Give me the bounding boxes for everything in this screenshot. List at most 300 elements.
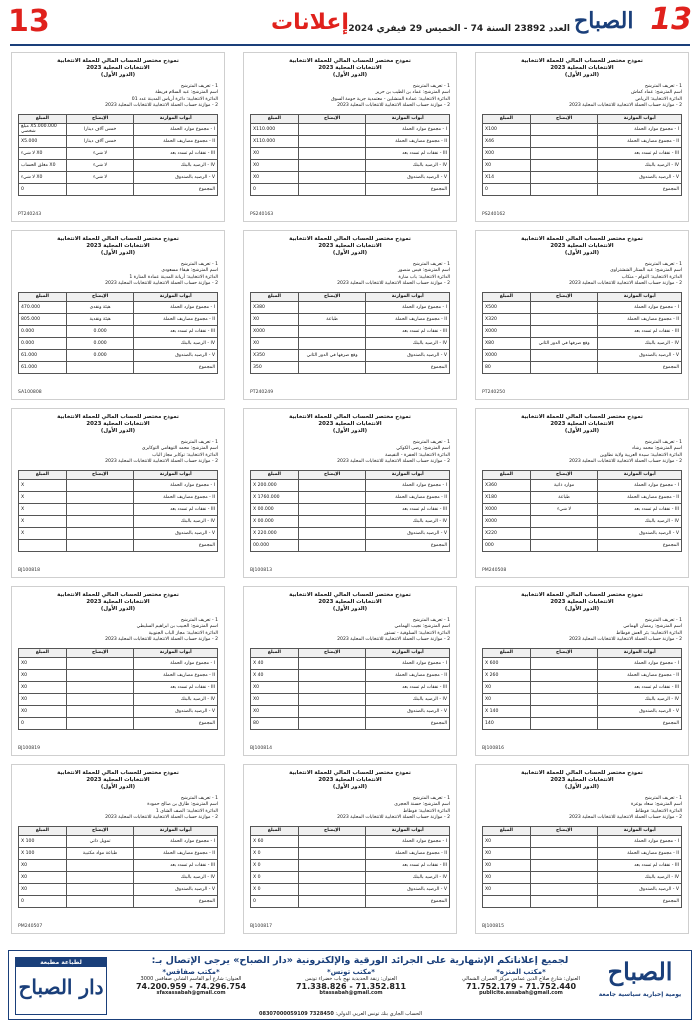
row-note xyxy=(530,669,598,681)
office-name: *مكتب تونس* xyxy=(327,968,375,976)
row-note: موارد ذاتية xyxy=(530,479,598,491)
row-note xyxy=(530,171,598,183)
candidate-district: الدائرة الانتخابية: دائرة أرياس المدينة عدد 01 xyxy=(131,96,218,102)
row-label: III - نفقات لم تسدد بعد xyxy=(134,147,218,159)
candidate-name: اسم المترشح: حسنة الحجري xyxy=(394,802,450,808)
candidate-district: الدائرة الانتخابية: توكابر مجاز الباب xyxy=(152,452,218,458)
column-header: الإيضاح xyxy=(298,114,366,123)
row-note: خمس آلاف دينارا xyxy=(66,135,134,147)
column-header: المبلغ xyxy=(19,470,67,479)
row-amount: X 600 xyxy=(483,657,531,669)
footer-logo-tagline: يومية إخبارية سياسية جامعة xyxy=(598,991,682,998)
row-label: II - مجموع مصاريف الحملة xyxy=(134,847,218,859)
row-label: IV - الرصيد بالبنك xyxy=(366,337,450,349)
candidate-district: الدائرة الانتخابية: قوطاط xyxy=(403,808,450,814)
row-note: هيئة ونقدية xyxy=(66,313,134,325)
table-row xyxy=(251,705,450,717)
form-code: BJ100814 xyxy=(250,746,273,751)
office-address: العنوان: شارع أبو القاسم الشابي صفاقس 3000 xyxy=(140,976,242,982)
form-title: نموذج مختصر للحساب المالي للحملة الانتخابية الانتخابات المحلية 2023 (الدور الأول) xyxy=(289,770,411,791)
section-heading: 2 - موازنة حساب الحملة الانتخابية للانتخابات المحلية 2023 xyxy=(105,637,218,643)
row-amount: X xyxy=(19,527,67,539)
row-note xyxy=(298,301,366,313)
total-label: المجموع xyxy=(134,361,218,373)
candidate-name: اسم المترشح: رضى الكوكي xyxy=(396,446,450,452)
row-amount: X0 xyxy=(483,859,531,871)
table-row xyxy=(483,515,682,527)
total-label: المجموع xyxy=(134,895,218,907)
table-row xyxy=(251,657,450,669)
total-row xyxy=(251,895,450,907)
row-amount: X360 xyxy=(483,479,531,491)
total-row xyxy=(483,539,682,551)
row-amount: X220 xyxy=(483,527,531,539)
total-amount: 0 xyxy=(483,183,531,195)
candidate-name: اسم المترشح: هيفاء مسعودي xyxy=(161,268,218,274)
section-heading: 2 - موازنة حساب الحملة الانتخابية للانتخابات المحلية 2023 xyxy=(105,459,218,465)
table-row xyxy=(19,657,218,669)
row-label: II - مجموع مصاريف الحملة xyxy=(366,135,450,147)
candidate-name: اسم المترشح: عماد كماش xyxy=(631,90,682,96)
table-row xyxy=(19,491,218,503)
section-heading: 2 - موازنة حساب الحملة الانتخابية للانتخابات المحلية 2023 xyxy=(337,103,450,109)
candidate-name: اسم المترشح: سعاد بوعزة xyxy=(630,802,682,808)
column-header: المبلغ xyxy=(19,648,67,657)
row-label: I - مجموع موارد الحملة xyxy=(134,657,218,669)
table-row xyxy=(483,681,682,693)
stamp-title: لطباعة مطبعة xyxy=(16,958,106,967)
row-label: IV - الرصيد بالبنك xyxy=(598,693,682,705)
row-label: IV - الرصيد بالبنك xyxy=(598,871,682,883)
form-title: نموذج مختصر للحساب المالي للحملة الانتخابية الانتخابات المحلية 2023 (الدور الأول) xyxy=(521,592,643,613)
office-name: *مكتب صفاقس* xyxy=(162,968,220,976)
row-note: طباعة مواد مكتبية xyxy=(66,847,134,859)
row-note xyxy=(298,871,366,883)
row-amount: X xyxy=(19,479,67,491)
row-note xyxy=(298,337,366,349)
column-header: الإيضاح xyxy=(66,648,134,657)
table-row xyxy=(251,883,450,895)
row-note xyxy=(298,705,366,717)
table-row xyxy=(483,847,682,859)
form-title: نموذج مختصر للحساب المالي للحملة الانتخابية الانتخابات المحلية 2023 (الدور الأول) xyxy=(57,58,179,79)
row-amount: X0 لا شيء xyxy=(19,147,67,159)
row-label: III - نفقات لم تسدد بعد xyxy=(366,147,450,159)
candidate-info xyxy=(250,440,450,466)
candidate-name: اسم المترشح: محمد التوهامي التوكابري xyxy=(141,446,218,452)
row-label: IV - الرصيد بالبنك xyxy=(598,159,682,171)
row-label: III - نفقات لم تسدد بعد xyxy=(366,681,450,693)
row-amount: X80 xyxy=(483,337,531,349)
total-amount: 140 xyxy=(483,717,531,729)
table-row xyxy=(483,491,682,503)
row-note: تمويل ذاتي xyxy=(66,835,134,847)
office-email[interactable]: btassabah@gmail.com xyxy=(319,990,383,996)
table-row xyxy=(251,515,450,527)
row-note xyxy=(530,515,598,527)
column-header: المبلغ xyxy=(483,470,531,479)
row-label: III - نفقات لم تسدد بعد xyxy=(134,503,218,515)
table-row xyxy=(251,491,450,503)
total-label: المجموع xyxy=(366,361,450,373)
row-label: IV - الرصيد بالبنك xyxy=(366,693,450,705)
table-row xyxy=(251,135,450,147)
row-label: I - مجموع موارد الحملة xyxy=(366,123,450,135)
row-amount: 0.000 xyxy=(19,325,67,337)
candidate-district: الدائرة الانتخابية: باب منارة xyxy=(398,274,450,280)
row-amount: X0 xyxy=(251,171,299,183)
column-header: أبواب الموازنة xyxy=(598,648,682,657)
row-note: لا شيء xyxy=(66,147,134,159)
row-note xyxy=(530,159,598,171)
row-note xyxy=(298,171,366,183)
row-amount: X180 xyxy=(483,491,531,503)
row-label: IV - الرصيد بالبنك xyxy=(134,159,218,171)
row-note xyxy=(66,883,134,895)
table-row xyxy=(251,325,450,337)
row-label: IV - الرصيد بالبنك xyxy=(366,515,450,527)
row-amount: X 100 xyxy=(19,847,67,859)
form-title: نموذج مختصر للحساب المالي للحملة الانتخابية الانتخابات المحلية 2023 (الدور الأول) xyxy=(289,236,411,257)
table-row xyxy=(251,349,450,361)
form-title: نموذج مختصر للحساب المالي للحملة الانتخابية الانتخابات المحلية 2023 (الدور الأول) xyxy=(289,592,411,613)
table-row xyxy=(19,349,218,361)
section-heading: 2 - موازنة حساب الحملة الانتخابية للانتخابات المحلية 2023 xyxy=(105,281,218,287)
row-amount: 00.000 X xyxy=(251,503,299,515)
table-row xyxy=(251,123,450,135)
section-heading: 1 - تعريف المترشح xyxy=(644,795,682,801)
candidate-info xyxy=(18,84,218,110)
campaign-account-form xyxy=(11,408,225,578)
office-menzah xyxy=(451,969,591,997)
row-note xyxy=(530,135,598,147)
row-note xyxy=(298,681,366,693)
column-header: أبواب الموازنة xyxy=(366,826,450,835)
table-row xyxy=(483,301,682,313)
column-header: أبواب الموازنة xyxy=(134,292,218,301)
row-note: وقع صرفها في الدور الثاني xyxy=(530,337,598,349)
column-header: المبلغ xyxy=(19,292,67,301)
table-row xyxy=(483,349,682,361)
row-note xyxy=(66,681,134,693)
column-header: المبلغ xyxy=(483,114,531,123)
budget-table xyxy=(482,470,682,552)
column-header: الإيضاح xyxy=(298,648,366,657)
row-note xyxy=(530,349,598,361)
row-label: II - مجموع مصاريف الحملة xyxy=(598,491,682,503)
column-header: أبواب الموازنة xyxy=(598,114,682,123)
section-heading: 2 - موازنة حساب الحملة الانتخابية للانتخابات المحلية 2023 xyxy=(569,459,682,465)
form-code: BJ100817 xyxy=(250,924,273,929)
campaign-account-form xyxy=(243,230,457,400)
row-amount: X xyxy=(19,491,67,503)
section-heading: 2 - موازنة حساب الحملة الانتخابية للانتخابات المحلية 2023 xyxy=(569,281,682,287)
column-header: الإيضاح xyxy=(66,470,134,479)
row-note xyxy=(530,301,598,313)
row-amount: X000 xyxy=(251,325,299,337)
row-note xyxy=(298,325,366,337)
office-phones: 74.200.959 - 74.296.754 xyxy=(135,982,247,991)
table-row xyxy=(483,705,682,717)
row-amount: 61.000 xyxy=(19,349,67,361)
total-amount: 0 xyxy=(19,717,67,729)
total-label: المجموع xyxy=(366,183,450,195)
total-row xyxy=(251,361,450,373)
budget-table xyxy=(250,470,450,552)
row-amount: X0 xyxy=(251,337,299,349)
row-amount: X0 xyxy=(251,147,299,159)
column-header: المبلغ xyxy=(19,826,67,835)
row-label: I - مجموع موارد الحملة xyxy=(134,301,218,313)
row-note xyxy=(66,491,134,503)
column-header: المبلغ xyxy=(251,114,299,123)
table-row xyxy=(251,147,450,159)
form-title: نموذج مختصر للحساب المالي للحملة الانتخابية الانتخابات المحلية 2023 (الدور الأول) xyxy=(57,414,179,435)
row-label: III - نفقات لم تسدد بعد xyxy=(598,503,682,515)
column-header: المبلغ xyxy=(483,648,531,657)
row-amount: X100 xyxy=(483,123,531,135)
row-note: خمس آلاف دينارا xyxy=(66,123,134,135)
table-row xyxy=(19,159,218,171)
row-amount: X0 xyxy=(483,681,531,693)
table-row xyxy=(19,325,218,337)
table-row xyxy=(483,669,682,681)
row-note xyxy=(530,313,598,325)
row-amount: X 40 xyxy=(251,669,299,681)
row-label: I - مجموع موارد الحملة xyxy=(598,657,682,669)
candidate-info xyxy=(482,618,682,644)
column-header: الإيضاح xyxy=(66,114,134,123)
total-label: المجموع xyxy=(366,539,450,551)
column-header: الإيضاح xyxy=(66,292,134,301)
campaign-account-form xyxy=(475,764,689,934)
table-row xyxy=(19,479,218,491)
row-note: 0.000 xyxy=(66,349,134,361)
total-label: المجموع xyxy=(366,717,450,729)
table-row xyxy=(19,515,218,527)
row-note: طباعة xyxy=(298,313,366,325)
table-row xyxy=(19,669,218,681)
row-note xyxy=(530,123,598,135)
row-amount: X110.000 xyxy=(251,123,299,135)
candidate-district: الدائرة الانتخابية: الحفرة - النفيضة xyxy=(385,452,450,458)
column-header: المبلغ xyxy=(251,470,299,479)
row-label: I - مجموع موارد الحملة xyxy=(366,657,450,669)
row-label: III - نفقات لم تسدد بعد xyxy=(134,681,218,693)
office-email[interactable]: publicite.assabah@gmail.com xyxy=(479,990,563,996)
office-tunis xyxy=(281,969,421,997)
column-header: الإيضاح xyxy=(298,470,366,479)
row-amount: X500 xyxy=(483,301,531,313)
candidate-name: اسم المترشح: قيس منصور xyxy=(397,268,450,274)
row-note xyxy=(298,479,366,491)
row-label: II - مجموع مصاريف الحملة xyxy=(598,313,682,325)
total-row xyxy=(251,539,450,551)
candidate-info xyxy=(250,84,450,110)
row-note: 0.000 xyxy=(66,337,134,349)
form-title: نموذج مختصر للحساب المالي للحملة الانتخابية الانتخابات المحلية 2023 (الدور الأول) xyxy=(57,592,179,613)
footer-logo-text: الصباح xyxy=(607,957,673,986)
table-row xyxy=(483,657,682,669)
section-heading: 1 - تعريف المترشح xyxy=(644,617,682,623)
column-header: الإيضاح xyxy=(298,292,366,301)
campaign-account-form xyxy=(475,52,689,222)
table-row xyxy=(483,147,682,159)
column-header: أبواب الموازنة xyxy=(598,470,682,479)
row-amount: X350 xyxy=(251,349,299,361)
table-row xyxy=(483,835,682,847)
section-heading: 1 - تعريف المترشح xyxy=(644,261,682,267)
row-label: IV - الرصيد بالبنك xyxy=(366,159,450,171)
candidate-district: الدائرة الانتخابية: بئر العش قوطاط xyxy=(616,630,682,636)
total-row xyxy=(483,895,682,907)
budget-table xyxy=(18,292,218,374)
row-label: II - مجموع مصاريف الحملة xyxy=(134,313,218,325)
table-row xyxy=(483,337,682,349)
table-row xyxy=(19,859,218,871)
form-code: SA100808 xyxy=(18,390,42,395)
row-amount: X00 xyxy=(483,147,531,159)
candidate-district: الدائرة الانتخابية: سيدة العربية ولاية نطاوين xyxy=(599,452,682,458)
row-amount: X0 xyxy=(19,883,67,895)
table-row xyxy=(251,171,450,183)
section-heading: 2 - موازنة حساب الحملة الانتخابية للانتخابات المحلية 2023 xyxy=(569,637,682,643)
row-note xyxy=(66,503,134,515)
total-row xyxy=(19,717,218,729)
column-header: أبواب الموازنة xyxy=(598,826,682,835)
table-row xyxy=(19,123,218,135)
form-code: PS240163 xyxy=(250,212,274,217)
row-label: I - مجموع موارد الحملة xyxy=(598,301,682,313)
office-address: العنوان: زنقة الحديدية نهج باب خضراء تونس xyxy=(305,976,397,982)
print-stamp xyxy=(15,957,107,1015)
section-heading: 1 - تعريف المترشح xyxy=(644,83,682,89)
form-code: PM240508 xyxy=(482,568,507,573)
campaign-account-form xyxy=(243,408,457,578)
form-code: PS240162 xyxy=(482,212,506,217)
row-amount: 1760.000 X xyxy=(251,491,299,503)
candidate-info xyxy=(250,796,450,822)
row-amount: 220.000 X xyxy=(251,527,299,539)
row-note xyxy=(66,859,134,871)
column-header: الإيضاح xyxy=(530,826,598,835)
budget-table xyxy=(250,292,450,374)
budget-table xyxy=(18,114,218,196)
form-title: نموذج مختصر للحساب المالي للحملة الانتخابية الانتخابات المحلية 2023 (الدور الأول) xyxy=(57,236,179,257)
row-label: I - مجموع موارد الحملة xyxy=(598,123,682,135)
contact-footer xyxy=(8,950,692,1020)
table-row xyxy=(483,527,682,539)
office-email[interactable]: sfaxassabah@gmail.com xyxy=(156,990,226,996)
row-label: V - الرصيد بالصندوق xyxy=(134,171,218,183)
candidate-info xyxy=(18,262,218,288)
column-header: المبلغ xyxy=(251,292,299,301)
row-label: V - الرصيد بالصندوق xyxy=(366,705,450,717)
table-row xyxy=(251,835,450,847)
section-heading: 2 - موازنة حساب الحملة الانتخابية للانتخابات المحلية 2023 xyxy=(337,459,450,465)
form-code: PT240249 xyxy=(250,390,274,395)
row-note xyxy=(66,705,134,717)
budget-table xyxy=(18,648,218,730)
form-title: نموذج مختصر للحساب المالي للحملة الانتخابية الانتخابات المحلية 2023 (الدور الأول) xyxy=(289,414,411,435)
row-label: II - مجموع مصاريف الحملة xyxy=(134,669,218,681)
row-amount: X0 xyxy=(19,693,67,705)
total-amount xyxy=(483,895,531,907)
section-heading: 2 - موازنة حساب الحملة الانتخابية للانتخابات المحلية 2023 xyxy=(569,815,682,821)
campaign-account-form xyxy=(475,408,689,578)
logo-text: الصباح xyxy=(574,8,634,34)
row-label: II - مجموع مصاريف الحملة xyxy=(598,847,682,859)
section-heading: 2 - موازنة حساب الحملة الانتخابية للانتخابات المحلية 2023 xyxy=(337,281,450,287)
total-row xyxy=(251,717,450,729)
row-note: لا شيء xyxy=(66,159,134,171)
total-row xyxy=(19,539,218,551)
row-note: لا شيء xyxy=(66,171,134,183)
section-heading: 2 - موازنة حساب الحملة الانتخابية للانتخابات المحلية 2023 xyxy=(337,815,450,821)
candidate-info xyxy=(250,618,450,644)
row-label: II - مجموع مصاريف الحملة xyxy=(598,669,682,681)
section-heading: 1 - تعريف المترشح xyxy=(180,617,218,623)
candidate-info xyxy=(250,262,450,288)
form-code: BJ100819 xyxy=(18,746,41,751)
table-row xyxy=(251,847,450,859)
table-row xyxy=(19,693,218,705)
total-label: المجموع xyxy=(134,183,218,195)
row-amount: X xyxy=(19,503,67,515)
table-row xyxy=(251,859,450,871)
candidate-district: الدائرة الانتخابية: قوطاط xyxy=(635,808,682,814)
row-note xyxy=(298,693,366,705)
total-row xyxy=(19,361,218,373)
column-header: أبواب الموازنة xyxy=(134,470,218,479)
row-note xyxy=(298,883,366,895)
row-amount: X xyxy=(19,515,67,527)
table-row xyxy=(19,705,218,717)
table-row xyxy=(19,503,218,515)
table-row xyxy=(251,681,450,693)
row-label: V - الرصيد بالصندوق xyxy=(366,171,450,183)
total-label: المجموع xyxy=(598,539,682,551)
candidate-name: اسم المترشح: عبد السلام فريطة xyxy=(155,90,218,96)
footer-headline: لجميع إعلاناتكم الإشهارية على الجرائد الورقية والإلكترونية «دار الصباح» يرجى الإتصال بـ: xyxy=(151,955,569,966)
column-header: المبلغ xyxy=(483,826,531,835)
row-amount: 805.000 xyxy=(19,313,67,325)
table-row xyxy=(19,847,218,859)
row-amount: X0 xyxy=(483,883,531,895)
table-row xyxy=(19,883,218,895)
row-amount: X110.000 xyxy=(251,135,299,147)
table-row xyxy=(483,693,682,705)
office-phones: 71.338.826 - 71.352.811 xyxy=(295,982,407,991)
row-amount: X 0 xyxy=(251,859,299,871)
section-heading: 2 - موازنة حساب الحملة الانتخابية للانتخابات المحلية 2023 xyxy=(569,103,682,109)
row-label: II - مجموع مصاريف الحملة xyxy=(598,135,682,147)
column-header: الإيضاح xyxy=(298,826,366,835)
row-label: IV - الرصيد بالبنك xyxy=(134,871,218,883)
candidate-district: الدائرة الانتخابية: الرياض xyxy=(635,96,682,102)
row-label: V - الرصيد بالصندوق xyxy=(366,349,450,361)
row-label: III - نفقات لم تسدد بعد xyxy=(134,859,218,871)
form-code: BJ100815 xyxy=(482,924,505,929)
row-note xyxy=(298,135,366,147)
total-row xyxy=(19,183,218,195)
row-note xyxy=(298,669,366,681)
table-row xyxy=(251,693,450,705)
table-row xyxy=(251,159,450,171)
row-label: I - مجموع موارد الحملة xyxy=(366,479,450,491)
row-label: IV - الرصيد بالبنك xyxy=(134,337,218,349)
row-amount: X0 xyxy=(251,159,299,171)
